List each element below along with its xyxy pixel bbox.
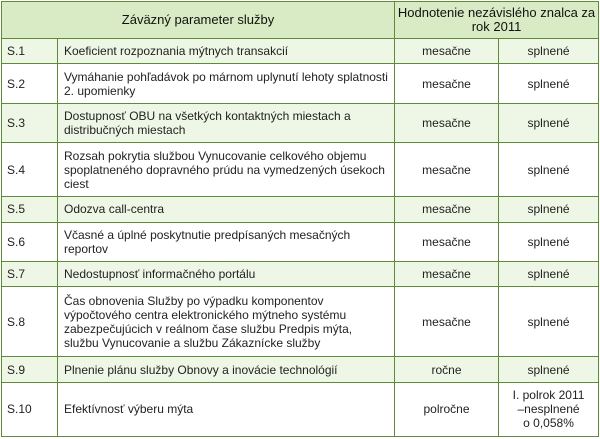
row-frequency: mesačne	[395, 103, 499, 142]
table-row	[2, 357, 599, 382]
row-id: S.6	[2, 222, 58, 261]
row-id: S.2	[2, 64, 58, 103]
row-result-line: I. polrok 2011	[512, 388, 585, 403]
row-result-line: splnené	[527, 44, 570, 59]
service-parameters-table	[1, 1, 599, 437]
row-result	[499, 64, 599, 103]
row-result	[499, 143, 599, 197]
table-row	[2, 382, 599, 436]
row-result	[499, 382, 599, 436]
row-result-line: splnené	[527, 314, 570, 329]
row-result	[499, 222, 599, 261]
row-description: Nedostupnosť informačného portálu	[58, 261, 395, 286]
row-result	[499, 197, 599, 222]
row-description: Čas obnovenia Služby po výpadku komponentov výpočtového centra elektronického mýtneho systému zabezpečujúcich v reálnom čase službu Predpis mýta, službu Vynucovanie a službu Zákaznícke služby	[58, 287, 395, 357]
row-result-line: splnené	[527, 234, 570, 249]
table-row	[2, 287, 599, 357]
row-result-line: splnené	[527, 267, 570, 282]
row-description: Odozva call-centra	[58, 197, 395, 222]
row-result-line: splnené	[527, 115, 570, 130]
row-description: Dostupnosť OBU na všetkých kontaktných miestach a distribučných miestach	[58, 103, 395, 142]
row-result	[499, 357, 599, 382]
table-row	[2, 143, 599, 197]
row-description: Koeficient rozpoznania mýtnych transakcií	[58, 39, 395, 64]
parameter-header: Záväzný parameter služby	[2, 2, 395, 39]
row-result	[499, 39, 599, 64]
row-result	[499, 287, 599, 357]
row-result	[499, 103, 599, 142]
table-row	[2, 39, 599, 64]
row-result	[499, 261, 599, 286]
row-id: S.4	[2, 143, 58, 197]
row-id: S.1	[2, 39, 58, 64]
row-frequency: ročne	[395, 357, 499, 382]
row-result-line: –nesplnené	[517, 402, 580, 417]
table-row	[2, 197, 599, 222]
table-row	[2, 103, 599, 142]
row-description: Včasné a úplné poskytnutie predpísaných mesačných reportov	[58, 222, 395, 261]
row-result-line: o 0,058%	[523, 416, 574, 431]
row-result-line: splnené	[527, 76, 570, 91]
row-frequency: mesačne	[395, 143, 499, 197]
row-description: Rozsah pokrytia službou Vynucovanie celkového objemu spoplatneného dopravného prúdu na vymedzených úsekoch ciest	[58, 143, 395, 197]
row-description: Plnenie plánu služby Obnovy a inovácie technológií	[58, 357, 395, 382]
row-frequency: mesačne	[395, 197, 499, 222]
row-frequency: mesačne	[395, 287, 499, 357]
row-id: S.3	[2, 103, 58, 142]
row-result-line: splnené	[527, 162, 570, 177]
row-frequency: mesačne	[395, 222, 499, 261]
row-frequency: mesačne	[395, 39, 499, 64]
evaluation-header: Hodnotenie nezávislého znalca za rok 2011	[395, 2, 599, 39]
table-row	[2, 222, 599, 261]
row-id: S.10	[2, 382, 58, 436]
row-description: Efektívnosť výberu mýta	[58, 382, 395, 436]
row-frequency: polročne	[395, 382, 499, 436]
row-frequency: mesačne	[395, 261, 499, 286]
row-frequency: mesačne	[395, 64, 499, 103]
table-header-row	[2, 2, 599, 39]
row-result-line: splnené	[527, 202, 570, 217]
table-row	[2, 261, 599, 286]
row-id: S.7	[2, 261, 58, 286]
row-result-line: splnené	[527, 362, 570, 377]
row-id: S.8	[2, 287, 58, 357]
row-id: S.5	[2, 197, 58, 222]
row-id: S.9	[2, 357, 58, 382]
row-description: Vymáhanie pohľadávok po márnom uplynutí lehoty splatnosti 2. upomienky	[58, 64, 395, 103]
table-row	[2, 64, 599, 103]
